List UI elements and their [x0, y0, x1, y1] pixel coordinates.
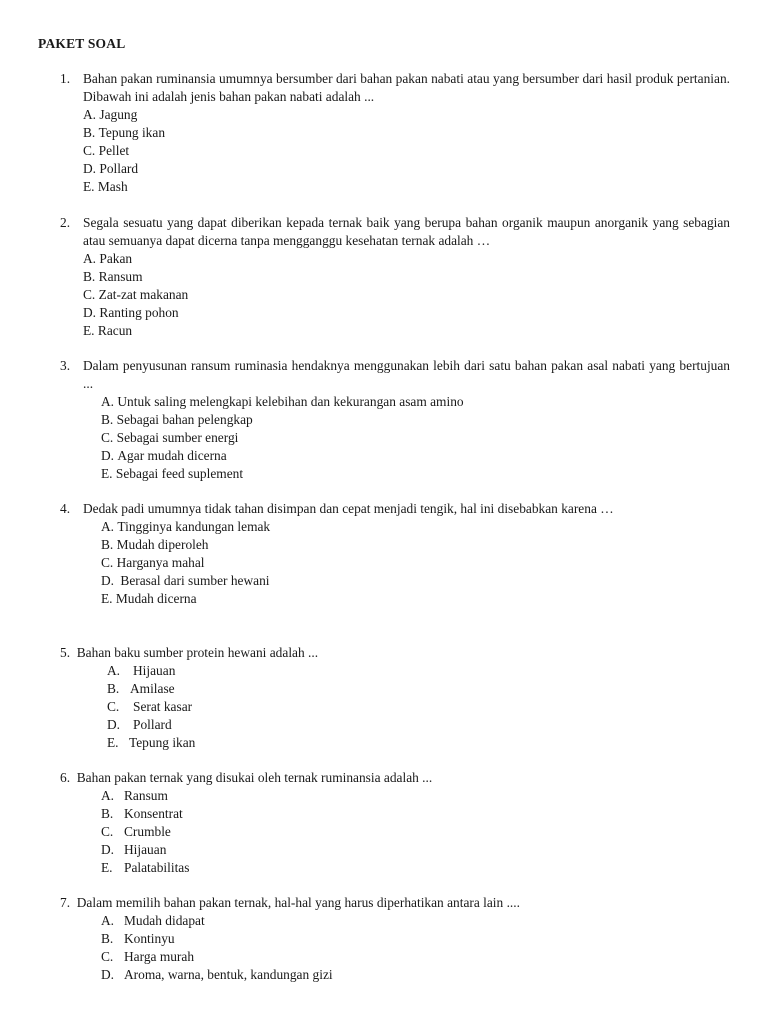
option-letter: B.	[101, 931, 114, 946]
option-text: Hijauan	[133, 663, 176, 678]
question-text: Dalam penyusunan ransum ruminasia hendaknya menggunakan lebih dari satu bahan pakan asal nabati yang bertujuan ...	[83, 358, 730, 391]
option-d[interactable]	[83, 160, 138, 178]
option-a[interactable]	[101, 912, 205, 930]
question-line	[60, 894, 520, 912]
option-letter: B.	[101, 412, 114, 427]
option-text: Ransum	[124, 788, 168, 803]
option-text: Mudah diperoleh	[116, 537, 209, 552]
option-letter: C.	[101, 555, 114, 570]
option-letter: B.	[107, 681, 120, 696]
option-b[interactable]	[83, 124, 165, 142]
option-text: Hijauan	[124, 842, 167, 857]
option-text: Untuk saling melengkapi kelebihan dan kekurangan asam amino	[117, 394, 464, 409]
option-text: Palatabilitas	[124, 860, 190, 875]
option-letter: E.	[101, 466, 113, 481]
option-b[interactable]	[101, 411, 253, 429]
option-text: Pakan	[99, 251, 133, 266]
question-text: Bahan baku sumber protein hewani adalah ...	[76, 645, 319, 660]
option-d[interactable]	[83, 304, 179, 322]
option-a[interactable]	[83, 250, 132, 268]
option-text: Mudah dicerna	[115, 591, 197, 606]
option-c[interactable]	[83, 286, 188, 304]
option-text: Kontinyu	[124, 931, 175, 946]
question-number: 5.	[60, 645, 71, 660]
option-letter: D.	[83, 161, 97, 176]
option-c[interactable]	[107, 698, 192, 716]
question-text: Bahan pakan ruminansia umumnya bersumber dari bahan pakan nabati atau yang bersumber dari hasil produk pertanian. Dibawah ini adalah jenis bahan pakan nabati adalah ...	[83, 71, 730, 104]
option-b[interactable]	[83, 268, 143, 286]
option-a[interactable]	[101, 787, 168, 805]
option-text: Aroma, warna, bentuk, kandungan gizi	[124, 967, 333, 982]
option-text: Crumble	[124, 824, 171, 839]
option-a[interactable]	[101, 393, 464, 411]
option-b[interactable]	[107, 680, 175, 698]
option-text: Ransum	[98, 269, 143, 284]
option-letter: D.	[107, 717, 121, 732]
option-a[interactable]	[101, 518, 270, 536]
option-c[interactable]	[101, 429, 238, 447]
option-text: Harga murah	[124, 949, 195, 964]
option-text: Tepung ikan	[129, 735, 196, 750]
option-letter: C.	[107, 699, 120, 714]
question-number: 7.	[60, 895, 71, 910]
option-letter: A.	[101, 788, 115, 803]
option-letter: B.	[101, 806, 114, 821]
option-letter: B.	[83, 269, 96, 284]
page-title: PAKET SOAL	[38, 36, 126, 51]
option-text: Pellet	[98, 143, 130, 158]
option-letter: B.	[101, 537, 114, 552]
option-text: Pollard	[133, 717, 172, 732]
option-b[interactable]	[101, 536, 209, 554]
option-letter: A.	[101, 394, 115, 409]
option-b[interactable]	[101, 805, 183, 823]
question-text: Dedak padi umumnya tidak tahan disimpan dan cepat menjadi tengik, hal ini disebabkan karena …	[83, 501, 614, 516]
option-text: Mash	[97, 179, 128, 194]
option-e[interactable]	[101, 590, 197, 608]
option-d[interactable]	[101, 447, 227, 465]
option-text: Tingginya kandungan lemak	[117, 519, 271, 534]
option-letter: C.	[83, 143, 96, 158]
option-c[interactable]	[101, 948, 194, 966]
option-d[interactable]	[101, 841, 166, 859]
option-letter: A.	[101, 519, 115, 534]
option-c[interactable]	[101, 554, 205, 572]
option-letter: E.	[107, 735, 119, 750]
option-text: Jagung	[99, 107, 138, 122]
option-text: Sebagai bahan pelengkap	[116, 412, 253, 427]
option-letter: C.	[101, 430, 114, 445]
question-text: Dalam memilih bahan pakan ternak, hal-hal yang harus diperhatikan antara lain ....	[76, 895, 520, 910]
option-letter: B.	[83, 125, 96, 140]
option-text: Ranting pohon	[99, 305, 179, 320]
question-text: Segala sesuatu yang dapat diberikan kepada ternak baik yang berupa bahan organik maupun anorganik yang sebagian atau semuanya dapat dicerna tanpa mengganggu kesehatan ternak adalah …	[83, 215, 730, 248]
option-letter: A.	[101, 913, 115, 928]
option-text: Konsentrat	[124, 806, 183, 821]
option-letter: A.	[83, 107, 97, 122]
question-number: 1.	[60, 71, 71, 86]
option-letter: E.	[83, 179, 95, 194]
option-a[interactable]	[83, 106, 137, 124]
option-letter: D.	[101, 967, 115, 982]
option-e[interactable]	[107, 734, 195, 752]
option-letter: A.	[107, 663, 121, 678]
option-text: Zat-zat makanan	[98, 287, 189, 302]
option-letter: D.	[83, 305, 97, 320]
option-letter: D.	[101, 573, 115, 588]
option-text: Harganya mahal	[116, 555, 205, 570]
option-text: Agar mudah dicerna	[117, 448, 227, 463]
option-text: Serat kasar	[133, 699, 193, 714]
question-number: 2.	[60, 215, 71, 230]
option-text: Pollard	[99, 161, 139, 176]
option-text: Amilase	[130, 681, 175, 696]
question-line	[60, 769, 432, 787]
option-letter: C.	[101, 949, 114, 964]
option-letter: E.	[83, 323, 95, 338]
option-letter: A.	[83, 251, 97, 266]
option-text: Racun	[97, 323, 133, 338]
option-text: Sebagai sumber energi	[116, 430, 239, 445]
option-e[interactable]	[101, 859, 189, 877]
option-e[interactable]	[83, 178, 128, 196]
option-d[interactable]	[101, 966, 333, 984]
option-e[interactable]	[101, 465, 243, 483]
question-line	[60, 644, 318, 662]
option-text: Mudah didapat	[124, 913, 205, 928]
option-c[interactable]	[83, 142, 129, 160]
option-letter: C.	[101, 824, 114, 839]
option-c[interactable]	[101, 823, 171, 841]
option-text: Tepung ikan	[98, 125, 166, 140]
question-number: 3.	[60, 358, 71, 373]
option-letter: C.	[83, 287, 96, 302]
option-letter: D.	[101, 842, 115, 857]
option-a[interactable]	[107, 662, 175, 680]
option-text: Berasal dari sumber hewani	[120, 573, 270, 588]
option-b[interactable]	[101, 930, 175, 948]
option-letter: E.	[101, 860, 113, 875]
option-e[interactable]	[83, 322, 132, 340]
option-text: Sebagai feed suplement	[115, 466, 244, 481]
question-text: Bahan pakan ternak yang disukai oleh ternak ruminansia adalah ...	[76, 770, 433, 785]
option-letter: D.	[101, 448, 115, 463]
question-number: 6.	[60, 770, 71, 785]
option-letter: E.	[101, 591, 113, 606]
option-d[interactable]	[107, 716, 172, 734]
question-number: 4.	[60, 501, 71, 516]
option-d[interactable]	[101, 572, 270, 590]
